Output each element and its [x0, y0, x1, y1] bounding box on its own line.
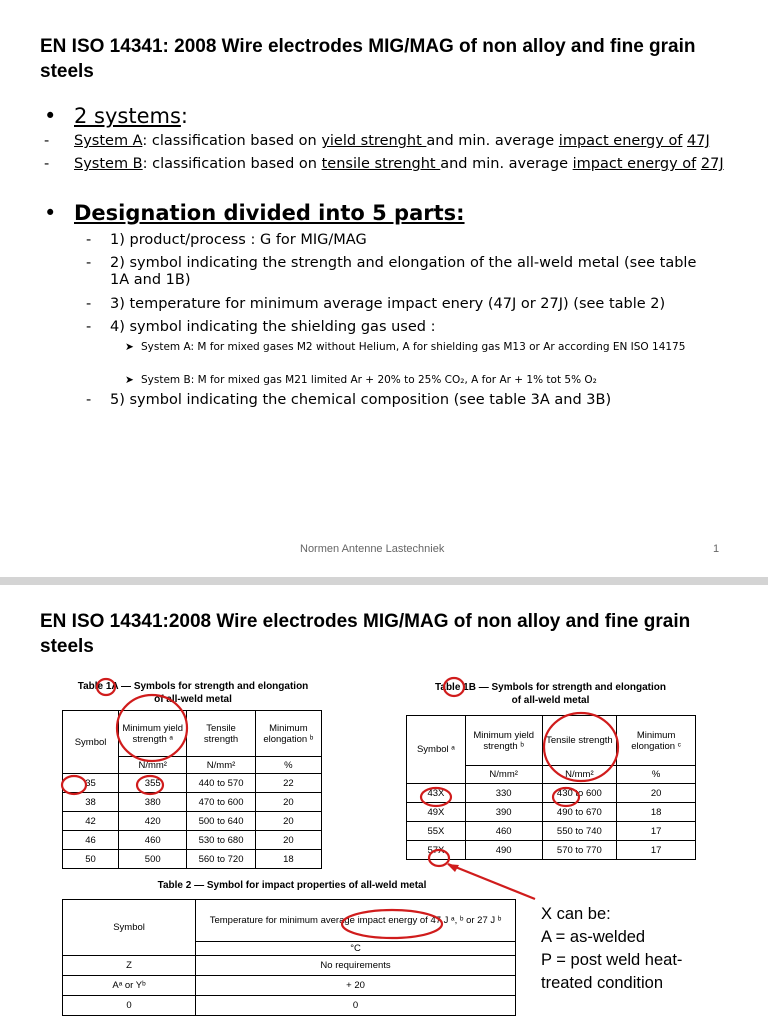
table-cell: 0 — [196, 996, 516, 1016]
table-cell: 500 to 640 — [187, 812, 255, 831]
table-cell: 17 — [617, 841, 696, 860]
table-cell: 20 — [255, 812, 321, 831]
table-cell: 17 — [617, 822, 696, 841]
note-line-1: X can be: — [541, 905, 611, 923]
table-cell: 50 — [63, 850, 119, 869]
table-cell: 420 — [119, 812, 187, 831]
table-cell: 500 — [119, 850, 187, 869]
table-cell: 43X — [407, 784, 466, 803]
arrow-bullet-icon: ➤ — [125, 374, 134, 386]
system-a-yield: yield strenght — [321, 133, 427, 149]
table-1a-unit: % — [255, 757, 321, 774]
table-cell: 440 to 570 — [187, 774, 255, 793]
table-cell: 550 to 740 — [542, 822, 617, 841]
part-4-text: 4) symbol indicating the shielding gas used : — [110, 319, 436, 335]
table-cell: 430 to 600 — [542, 784, 617, 803]
systems-heading-colon: : — [180, 104, 188, 128]
highlight-circle-1a — [97, 679, 115, 695]
table-1a-unit: N/mm² — [119, 757, 187, 774]
slide-1-title: EN ISO 14341: 2008 Wire electrodes MIG/MAG of non alloy and fine grain steels — [40, 36, 696, 82]
arrow-bullet-icon: ➤ — [125, 341, 134, 353]
table-1a-header-symbol: Symbol — [63, 711, 119, 774]
table-1b-unit: N/mm² — [542, 766, 617, 784]
system-a-text-1: : classification based on — [142, 133, 322, 149]
part-5-text: 5) symbol indicating the chemical composition (see table 3A and 3B) — [110, 392, 612, 408]
bullet-dot: • — [44, 201, 57, 225]
table-cell: 390 — [465, 803, 542, 822]
table-cell: 38 — [63, 793, 119, 812]
system-a-label: System A — [74, 133, 143, 149]
bullet-dot: • — [44, 104, 57, 128]
highlight-circle-x — [429, 850, 449, 866]
system-b-text-2: and min. average — [440, 156, 573, 172]
highlight-circle-1b — [444, 678, 464, 696]
table-cell: + 20 — [196, 976, 516, 996]
system-b-tensile: tensile strenght — [321, 156, 441, 172]
arrow-head-icon — [447, 864, 459, 872]
table-cell: 560 to 720 — [187, 850, 255, 869]
system-b-text-1: : classification based on — [142, 156, 322, 172]
table-cell: Z — [63, 956, 196, 976]
table-cell: 380 — [119, 793, 187, 812]
table-1a-caption-line-2: of all-weld metal — [154, 694, 232, 705]
table-1a-header-yield: Minimum yield strength ᵃ — [119, 711, 187, 757]
table-1b-header-tensile: Tensile strength — [542, 716, 617, 766]
red-annotations — [0, 585, 768, 1024]
highlight-circle-impact-energy — [342, 910, 442, 938]
part-2-text: 2) symbol indicating the strength and elongation of the all-weld metal (see table 1A and 1B) — [110, 255, 697, 288]
table-cell: 460 — [465, 822, 542, 841]
table-cell: 35 — [63, 774, 119, 793]
slide-2 — [0, 585, 768, 1024]
slide-1: EN ISO 14341: 2008 Wire electrodes MIG/MAG of non alloy and fine grain steels • 2 systems: - System A: classification based on yield strenght and min. average impact energy of 47J - System B: classification based on tensile strenght and min. average impact energy of 27J • Designation divided into 5 parts: - 1) product/process : G for MIG/MAG - 2) symbol indicating the strength and elongation of the all-weld metal (see table 1A and 1B) - 3) temperature for minimum average impact enery (47J or 27J) (see table 2) - 4) symbol indicating the shielding gas used : ➤ System A: M for mixed gases M2 without Helium, A for shielding gas M13 or Ar according EN ISO 14175 ➤ System B: M for mixed gas M21 limited Ar + 20% to 25% CO₂, A for Ar + 1% tot 5% O₂ - 5) symbol indicating the chemical composition (see table 3A and 3B) Normen Antenne Lastechniek 1 — [0, 0, 768, 577]
table-1a-header-elongation: Minimum elongation ᵇ — [255, 711, 321, 757]
table-1b-header-elongation: Minimum elongation ᶜ — [617, 716, 696, 766]
table-cell: No requirements — [196, 956, 516, 976]
highlight-circle-yield-header — [117, 695, 187, 761]
table-cell: 355 — [119, 774, 187, 793]
table-cell: 530 to 680 — [187, 831, 255, 850]
table-1b-header-symbol: Symbol ᵃ — [407, 716, 466, 784]
highlight-circle-355 — [137, 776, 163, 794]
table-cell: 55X — [407, 822, 466, 841]
table-1b-header-yield: Minimum yield strength ᵇ — [465, 716, 542, 766]
gas-system-a-text: System A: M for mixed gases M2 without Helium, A for shielding gas M13 or Ar according EN ISO 14175 — [141, 341, 686, 353]
highlight-circle-43x — [421, 788, 451, 806]
system-a-energy: 47J — [687, 133, 710, 149]
table-1a-unit: N/mm² — [187, 757, 255, 774]
table-1b-caption-line-2: of all-weld metal — [511, 695, 590, 706]
table-cell: 22 — [255, 774, 321, 793]
highlight-circle-430 — [553, 788, 579, 806]
system-b-impact: impact energy of — [572, 156, 697, 172]
table-1b-unit: % — [617, 766, 696, 784]
table-cell: 470 to 600 — [187, 793, 255, 812]
table-1b-unit: N/mm² — [465, 766, 542, 784]
arrow-line — [448, 864, 535, 899]
part-1-text: 1) product/process : G for MIG/MAG — [110, 232, 367, 248]
table-cell: 18 — [255, 850, 321, 869]
slide-2-title: EN ISO 14341:2008 Wire electrodes MIG/MAG of non alloy and fine grain steels — [40, 611, 691, 657]
table-1a-header-tensile: Tensile strength — [187, 711, 255, 757]
system-b-label: System B — [74, 156, 143, 172]
table-cell: 57X — [407, 841, 466, 860]
table-cell: 18 — [617, 803, 696, 822]
table-cell: 20 — [255, 831, 321, 850]
table-cell: 460 — [119, 831, 187, 850]
system-a-impact: impact energy of — [558, 133, 683, 149]
table-1b-caption-line-1: Table 1B — Symbols for strength and elongation — [435, 682, 666, 693]
table-2-unit: °C — [196, 942, 516, 956]
system-b-energy: 27J — [700, 156, 724, 172]
table-cell: Aᵃ or Yᵇ — [63, 976, 196, 996]
table-cell: 0 — [63, 996, 196, 1016]
gas-system-b-text: System B: M for mixed gas M21 limited Ar + 20% to 25% CO₂, A for Ar + 1% tot 5% O₂ — [141, 374, 597, 386]
table-1a-caption-line-1: Table 1A — Symbols for strength and elongation — [77, 681, 309, 692]
table-2-header-symbol: Symbol — [63, 900, 196, 956]
highlight-circle-tensile-header — [544, 713, 618, 781]
note-line-3: P = post weld heat- — [541, 951, 683, 969]
table-2-header-temperature: Temperature for minimum average impact energy of 47 J ᵃ, ᵇ or 27 J ᵇ — [196, 900, 516, 942]
note-line-4: treated condition — [541, 974, 664, 992]
table-cell: 490 to 670 — [542, 803, 617, 822]
table-cell: 570 to 770 — [542, 841, 617, 860]
note-line-2: A = as-welded — [541, 928, 646, 946]
systems-heading: 2 systems — [74, 104, 181, 128]
system-a-text-2: and min. average — [426, 133, 559, 149]
part-3-text: 3) temperature for minimum average impact enery (47J or 27J) (see table 2) — [110, 296, 666, 312]
table-cell: 490 — [465, 841, 542, 860]
table-cell: 20 — [255, 793, 321, 812]
table-cell: 20 — [617, 784, 696, 803]
footer-text: Normen Antenne Lastechniek — [300, 543, 445, 555]
table-cell: 46 — [63, 831, 119, 850]
table-cell: 330 — [465, 784, 542, 803]
table-cell: 42 — [63, 812, 119, 831]
designation-heading: Designation divided into 5 parts: — [74, 201, 465, 225]
page-number: 1 — [713, 543, 720, 555]
highlight-circle-35 — [62, 776, 86, 794]
table-cell: 49X — [407, 803, 466, 822]
table-2-caption: Table 2 — Symbol for impact properties of all-weld metal — [157, 880, 427, 891]
